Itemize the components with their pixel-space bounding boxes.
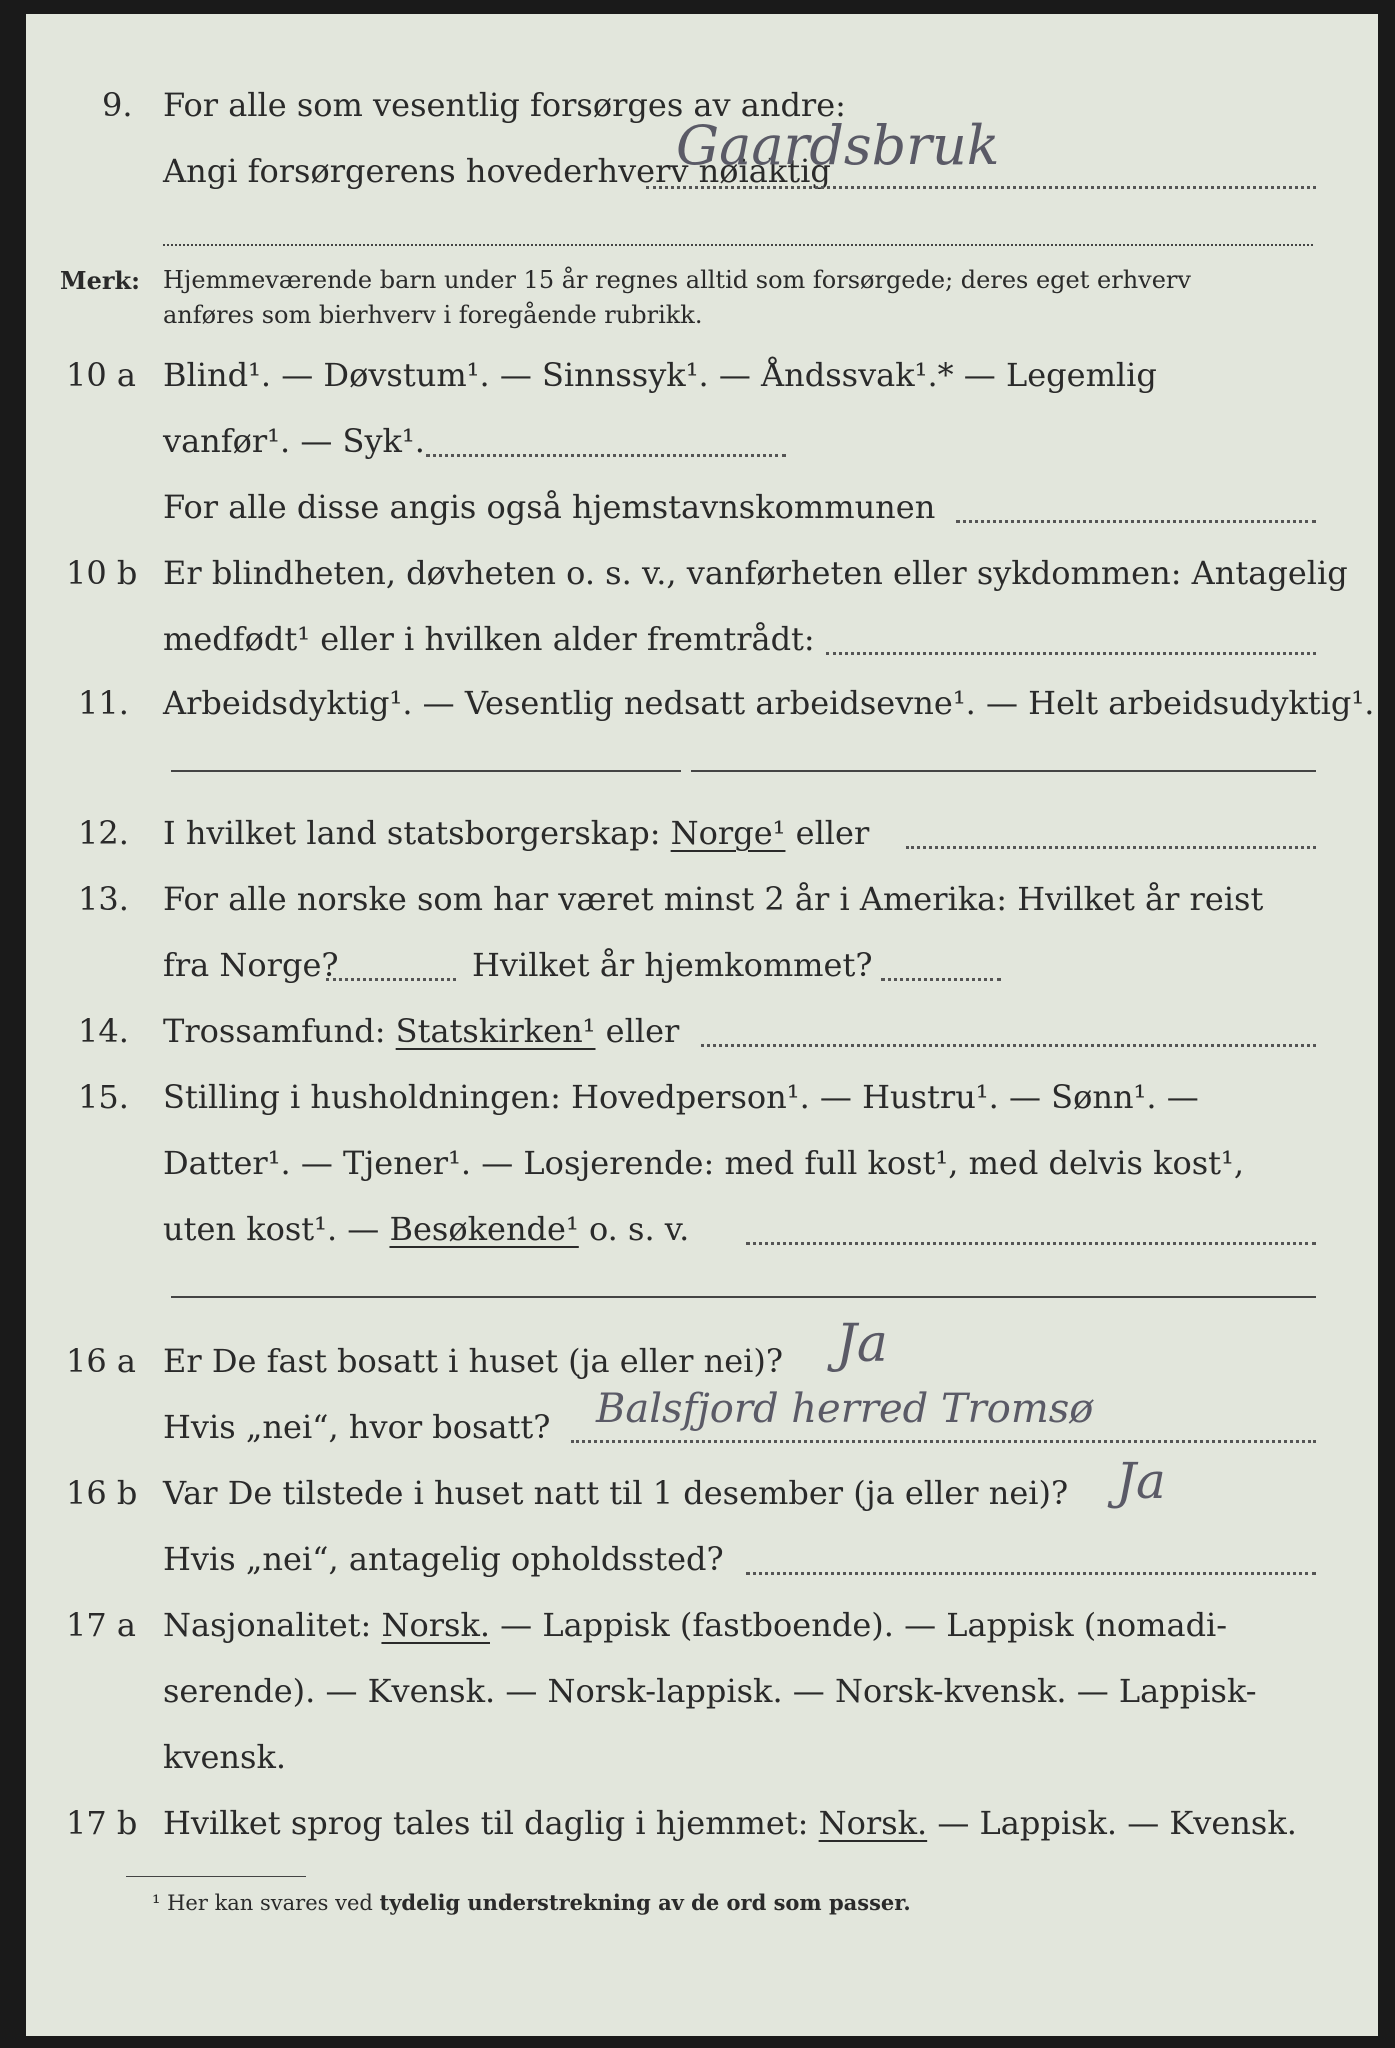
q16a-handwritten-answer2: Balsfjord herred Tromsø — [596, 1386, 1094, 1432]
q16a-dotted-line — [571, 1440, 1316, 1443]
footnote-text-bold: tydelig understrekning av de ord som passer. — [379, 1890, 911, 1915]
q15-underlined-answer: Besøkende¹ — [389, 1210, 579, 1248]
footnote-text-plain: Her kan svares ved — [167, 1891, 373, 1915]
q13-dotted-line1 — [326, 978, 456, 981]
q10a-dotted-line2 — [956, 520, 1316, 523]
q13-line2a: fra Norge? — [163, 946, 339, 984]
q16a-line1: Er De fast bosatt i huset (ja eller nei)? — [163, 1342, 784, 1380]
q12-underlined-answer: Norge¹ — [670, 814, 786, 852]
merk-line1: Hjemmeværende barn under 15 år regnes alltid som forsørgede; deres eget erhverv — [163, 266, 1191, 294]
q17a-underlined-answer: Norsk. — [381, 1606, 490, 1644]
q16b-dotted-line — [746, 1572, 1316, 1575]
q9-line1: For alle som vesentlig forsørges av andre: — [163, 86, 846, 124]
q10a-line2: vanfør¹. — Syk¹. — [163, 422, 425, 460]
q10a-line3: For alle disse angis også hjemstavnskommunen — [163, 488, 936, 526]
q15-rule — [171, 1296, 1316, 1298]
q13-line2b: Hvilket år hjemkommet? — [472, 946, 873, 984]
q10a-line1: Blind¹. — Døvstum¹. — Sinnssyk¹. — Åndssvak¹.* — Legemlig — [163, 356, 1157, 394]
q16b-number: 16 b — [66, 1474, 138, 1512]
q10a-dotted-line1 — [426, 454, 786, 457]
census-form-page — [26, 14, 1378, 2036]
q9-dotted-line — [646, 186, 1316, 189]
q13-dotted-line2 — [881, 978, 1001, 981]
q17b-line — [163, 1804, 1297, 1842]
q12-dotted-line — [906, 846, 1316, 849]
q15-line3 — [163, 1210, 689, 1248]
q14-number: 14. — [78, 1012, 129, 1050]
q10b-line2: medfødt¹ eller i hvilken alder fremtrådt: — [163, 620, 815, 658]
q12-prefix: I hvilket land statsborgerskap: — [163, 814, 661, 852]
q15-number: 15. — [78, 1078, 129, 1116]
q9-extra-line — [163, 244, 1313, 246]
footnote-separator — [126, 1876, 306, 1877]
q17a-line2: serende). — Kvensk. — Norsk-lappisk. — Norsk-kvensk. — Lappisk- — [163, 1672, 1257, 1710]
merk-label: Merk: — [60, 266, 140, 295]
q17b-underlined-answer: Norsk. — [818, 1804, 928, 1842]
q12-suffix: eller — [795, 814, 870, 852]
q13-number: 13. — [78, 880, 129, 918]
footnote-mark: ¹ — [152, 1891, 161, 1915]
q17a-number: 17 a — [66, 1606, 136, 1644]
q14-prefix: Trossamfund: — [163, 1012, 386, 1050]
q17a-line1-rest: — Lappisk (fastboende). — Lappisk (nomadi- — [500, 1606, 1228, 1644]
q17a-prefix: Nasjonalitet: — [163, 1606, 372, 1644]
q10b-number: 10 b — [66, 554, 138, 592]
q11-number: 11. — [78, 684, 129, 722]
q16b-line1: Var De tilstede i huset natt til 1 desember (ja eller nei)? — [163, 1474, 1069, 1512]
q16a-number: 16 a — [66, 1342, 136, 1380]
q12-line — [163, 814, 869, 852]
q9-handwritten-answer: Gaardsbruk — [676, 114, 1000, 177]
q11-rule-right — [691, 770, 1316, 772]
footnote — [152, 1890, 911, 1915]
q16b-handwritten-answer1: Ja — [1116, 1452, 1166, 1510]
q10a-number: 10 a — [66, 356, 136, 394]
q15-line2: Datter¹. — Tjener¹. — Losjerende: med full kost¹, med delvis kost¹, — [163, 1144, 1245, 1182]
merk-line2: anføres som bierhverv i foregående rubrikk. — [163, 301, 703, 329]
q15-line3b: o. s. v. — [588, 1210, 690, 1248]
q17b-prefix: Hvilket sprog tales til daglig i hjemmet: — [163, 1804, 809, 1842]
q14-underlined-answer: Statskirken¹ — [395, 1012, 596, 1050]
q16b-line2: Hvis „nei“, antagelig opholdssted? — [163, 1540, 724, 1578]
q10b-dotted-line — [826, 652, 1316, 655]
q16a-handwritten-answer1: Ja — [836, 1314, 888, 1374]
q12-number: 12. — [78, 814, 129, 852]
q17b-suffix: — Lappisk. — Kvensk. — [937, 1804, 1297, 1842]
q14-line — [163, 1012, 679, 1050]
q14-dotted-line — [701, 1044, 1316, 1047]
q15-dotted-line — [746, 1242, 1316, 1245]
q11-rule-left — [171, 770, 681, 772]
q14-suffix: eller — [605, 1012, 680, 1050]
q15-line1: Stilling i husholdningen: Hovedperson¹. — Hustru¹. — Sønn¹. — — [163, 1078, 1199, 1116]
q11-line1: Arbeidsdyktig¹. — Vesentlig nedsatt arbeidsevne¹. — Helt arbeidsudyktig¹. — [163, 684, 1375, 722]
q9-line2: Angi forsørgerens hovederhverv nøiaktig — [163, 152, 831, 190]
q15-line3a: uten kost¹. — — [163, 1210, 380, 1248]
q16a-line2: Hvis „nei“, hvor bosatt? — [163, 1408, 551, 1446]
q17a-line1 — [163, 1606, 1227, 1644]
q9-number: 9. — [102, 86, 133, 124]
q17b-number: 17 b — [66, 1804, 138, 1842]
q13-line1: For alle norske som har været minst 2 år i Amerika: Hvilket år reist — [163, 880, 1264, 918]
q10b-line1: Er blindheten, døvheten o. s. v., vanførheten eller sykdommen: Antagelig — [163, 554, 1348, 592]
q17a-line3: kvensk. — [163, 1738, 286, 1776]
